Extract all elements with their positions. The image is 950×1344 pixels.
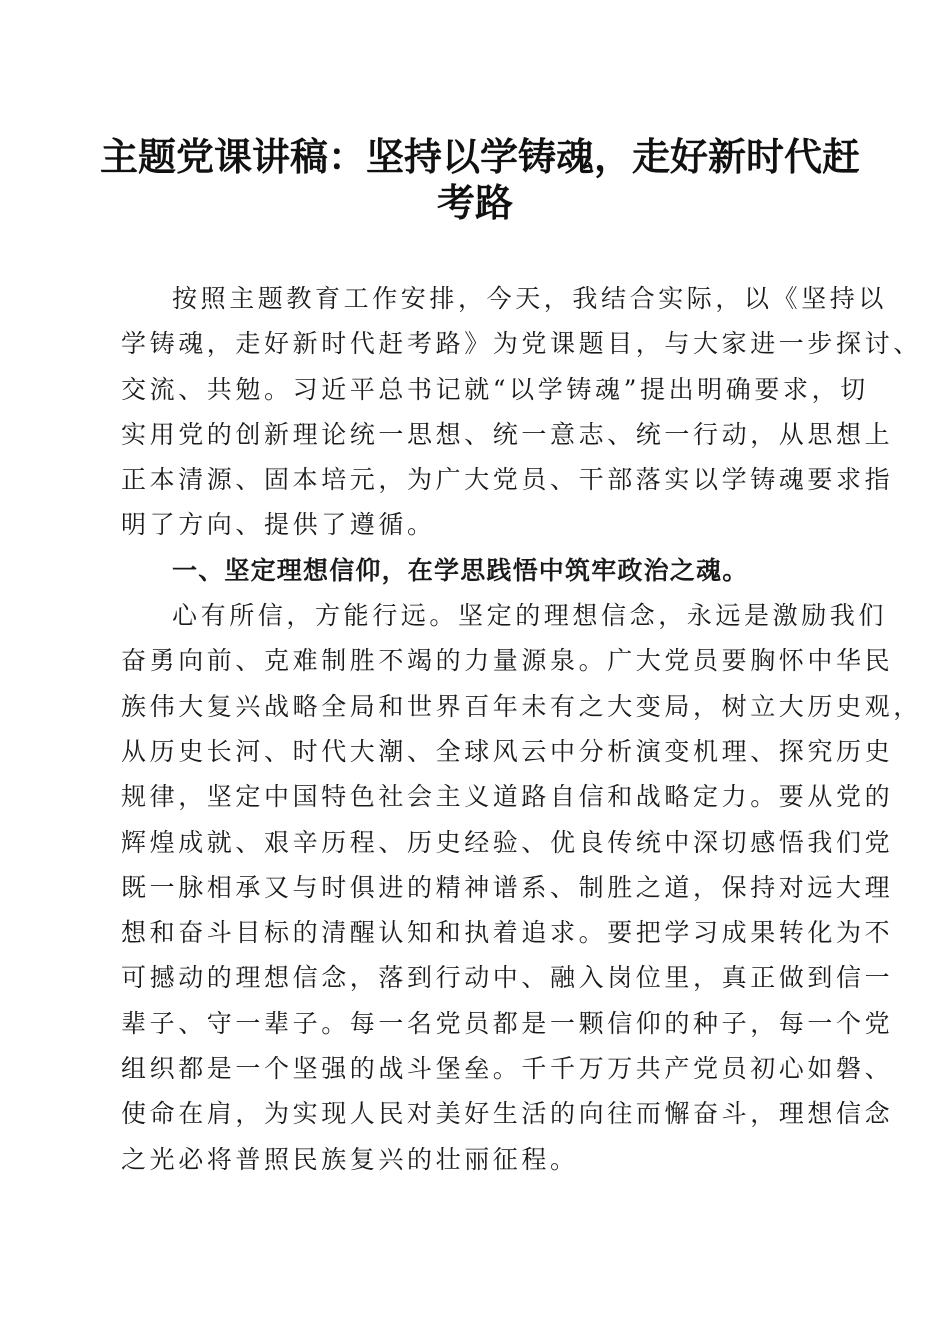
document-title (100, 134, 861, 226)
text-line: 规律，坚定中国特色社会主义道路自信和战略定力。要从党的 (121, 782, 894, 812)
text-line: 既一脉相承又与时俱进的精神谱系、制胜之道，保持对远大理 (121, 872, 894, 902)
title-line: 考路 (436, 180, 513, 225)
text-line: 辈子、守一辈子。每一名党员都是一颗信仰的种子，每一个党 (121, 1008, 894, 1038)
title-line: 主题党课讲稿：坚持以学铸魂，走好新时代赶 (100, 134, 861, 179)
text-line: 奋勇向前、克难制胜不竭的力量源泉。广大党员要胸怀中华民 (121, 646, 894, 676)
text-line: 明了方向、提供了遵循。 (121, 510, 436, 540)
text-line: 使命在肩，为实现人民对美好生活的向往而懈奋斗，理想信念 (121, 1099, 894, 1129)
paragraph-section-one (121, 593, 922, 1182)
text-line: 族伟大复兴战略全局和世界百年未有之大变局，树立大历史观， (121, 691, 922, 721)
text-line: 组织都是一个坚强的战斗堡垒。千千万万共产党员初心如磐、 (121, 1054, 894, 1084)
text-line: 辉煌成就、艰辛历程、历史经验、优良传统中深切感悟我们党 (121, 827, 894, 857)
text-line: 学铸魂，走好新时代赶考路》为党课题目，与大家进一步探讨、 (121, 329, 922, 359)
section-heading (121, 548, 835, 593)
text-line: 想和奋斗目标的清醒认知和执着追求。要把学习成果转化为不 (121, 918, 894, 948)
text-line: 心有所信，方能行远。坚定的理想信念，永远是激励我们 (172, 601, 888, 631)
text-line: 按照主题教育工作安排，今天，我结合实际，以《坚持以 (172, 284, 888, 313)
document-body (121, 276, 922, 1182)
text-line: 之光必将普照民族复兴的壮丽征程。 (121, 1144, 579, 1174)
text-line: 交流、共勉。习近平总书记就“以学铸魂”提出明确要求，切 (121, 374, 869, 404)
text-line: 可撼动的理想信念，落到行动中、融入岗位里，真正做到信一 (121, 963, 894, 993)
text-line: 从历史长河、时代大潮、全球风云中分析演变机理、探究历史 (121, 736, 894, 766)
heading-line: 一、坚定理想信仰，在学思践悟中筑牢政治之魂。 (172, 555, 749, 585)
paragraph-intro (121, 276, 922, 548)
text-line: 正本清源、固本培元，为广大党员、干部落实以学铸魂要求指 (121, 465, 894, 495)
text-line: 实用党的创新理论统一思想、统一意志、统一行动，从思想上 (121, 419, 894, 449)
